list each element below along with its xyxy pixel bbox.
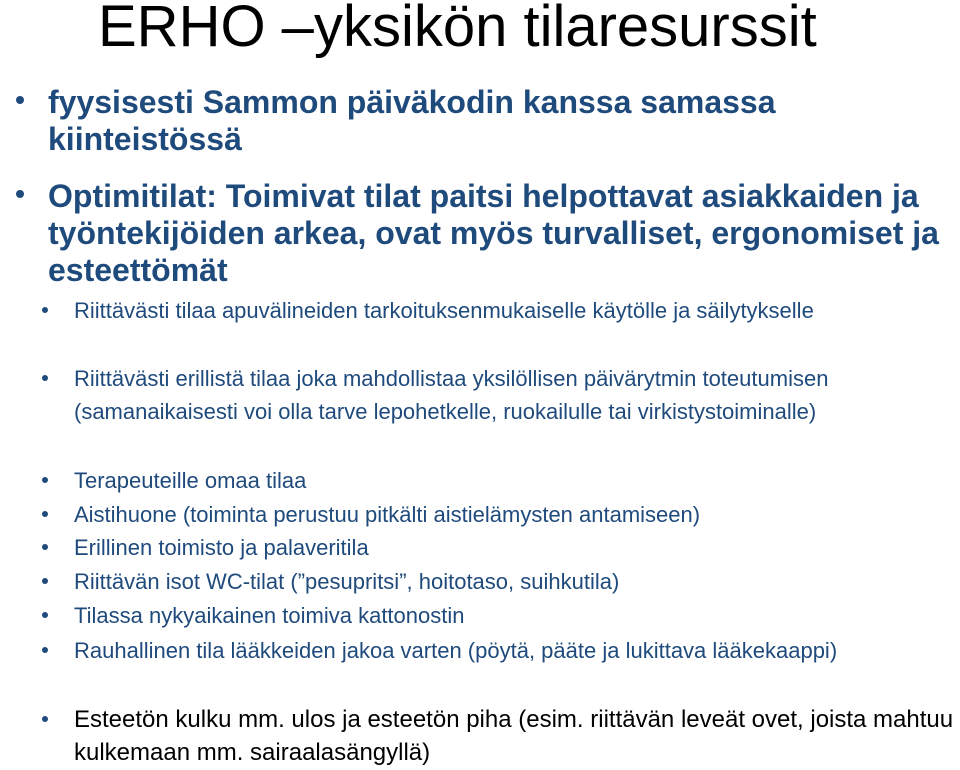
bullet-dot-icon (42, 307, 48, 313)
bullet-dot-icon (42, 375, 48, 381)
sub-bullet-text: Tilassa nykyaikainen toimiva kattonostin (74, 603, 465, 628)
sub-bullet-text: Erillinen toimisto ja palaveritila (74, 535, 369, 560)
bullet-dot-icon (42, 511, 48, 517)
bullet-dot-icon (16, 96, 24, 104)
bullet-dot-icon (42, 716, 48, 722)
bullet-dot-icon (42, 578, 48, 584)
sub-bullet-text: Esteetön kulku mm. ulos ja esteetön piha (esim. riittävän leveät ovet, joista mahtuu kulkemaan mm. sairaalasängyllä) (74, 706, 954, 766)
bullet-dot-icon (42, 477, 48, 483)
bullet-dot-icon (42, 647, 48, 653)
slide-title: ERHO –yksikön tilaresurssit (98, 0, 817, 59)
bullet-dot-icon (42, 612, 48, 618)
bullet-dot-icon (42, 544, 48, 550)
bullet-text: Optimitilat: Toimivat tilat paitsi helpottavat asiakkaiden ja työntekijöiden arkea, ovat myös turvalliset, ergonomiset ja esteettömät (48, 178, 939, 288)
sub-bullet-text: Riittävän isot WC-tilat (”pesupritsi”, hoitotaso, suihkutila) (74, 569, 620, 594)
sub-bullet-text: Aistihuone (toiminta perustuu pitkälti aistielämysten antamiseen) (74, 502, 701, 527)
bullet-text: fyysisesti Sammon päiväkodin kanssa samassa kiinteistössä (48, 84, 776, 157)
sub-bullet-text: Riittävästi erillistä tilaa joka mahdollistaa yksilöllisen päivärytmin toteutumisen (samanaikaisesti voi olla tarve lepohetkelle, ruokailulle tai virkistystoiminalle) (74, 366, 829, 424)
sub-bullet-text: Rauhallinen tila lääkkeiden jakoa varten (pöytä, pääte ja lukittava lääkekaappi) (74, 638, 838, 663)
sub-bullet-text: Riittävästi tilaa apuvälineiden tarkoituksenmukaiselle käytölle ja säilytykselle (74, 298, 814, 323)
bullet-dot-icon (16, 190, 24, 198)
sub-bullet-text: Terapeuteille omaa tilaa (74, 468, 307, 493)
